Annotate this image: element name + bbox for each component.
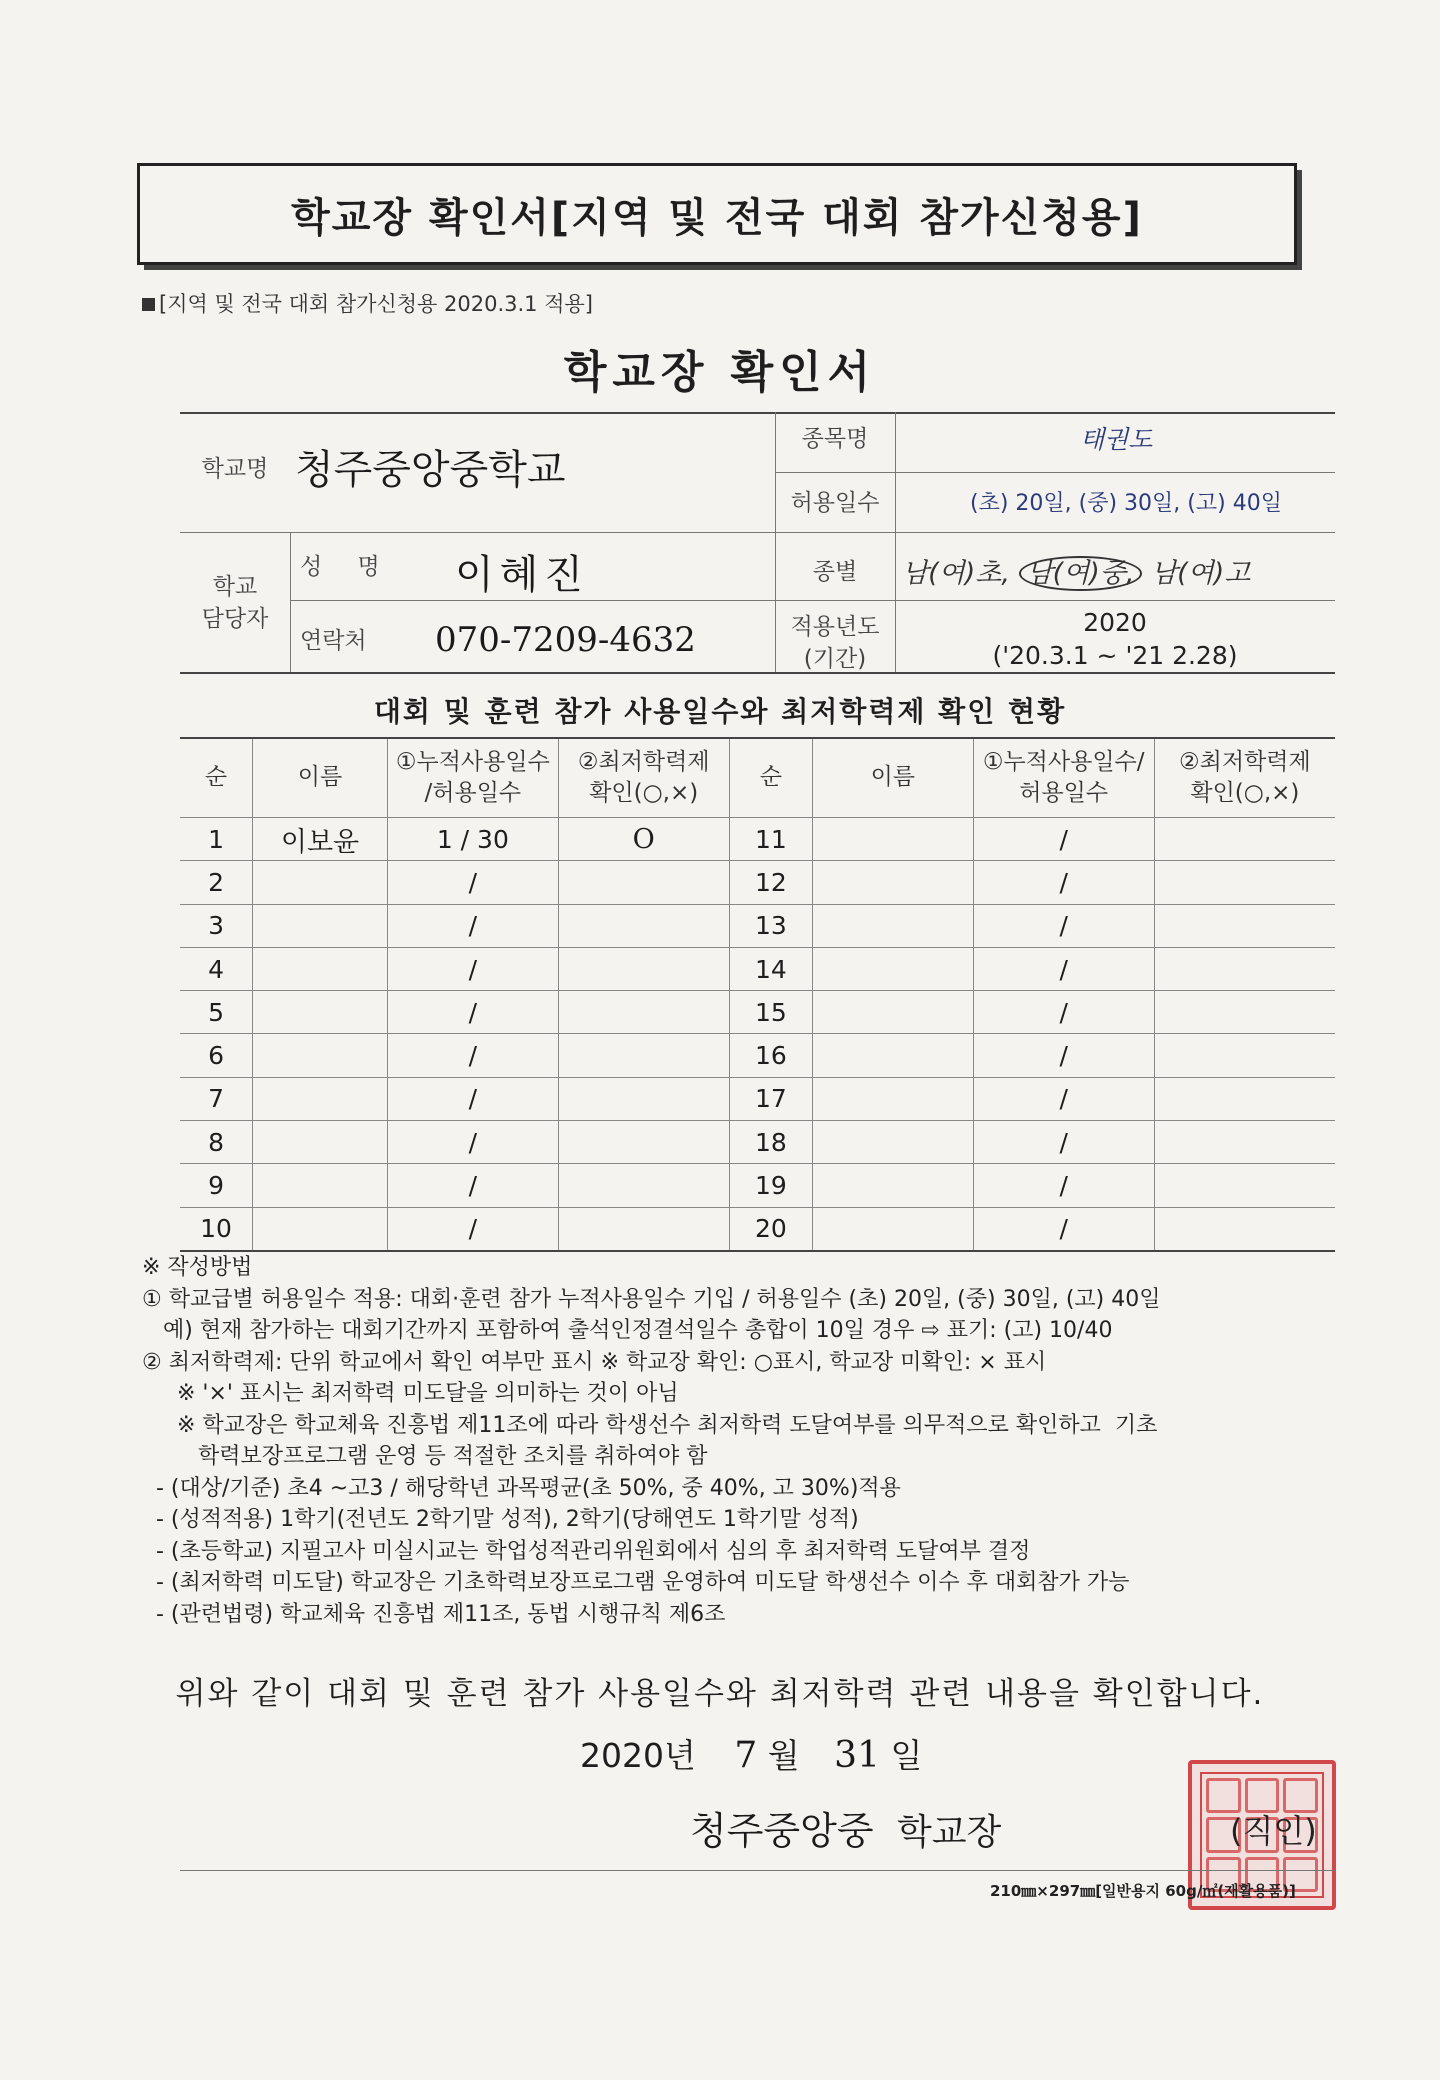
row-check-right xyxy=(1154,818,1335,861)
table-row xyxy=(180,1164,1335,1207)
header-days-left-1: ①누적사용일수 xyxy=(395,748,550,775)
instruction-line: ※ 학교장은 학교체육 진흥법 제11조에 따라 학생선수 최저학력 도달여부를 의무적으로 확인하고 기초 xyxy=(142,1412,1158,1438)
row-num-right: 15 xyxy=(729,991,812,1034)
header-days-right-1: ①누적사용일수/ xyxy=(982,748,1145,775)
instruction-line: - (대상/기준) 초4 ~고3 / 해당학년 과목평균(초 50%, 중 40%, 고 30%)적용 xyxy=(142,1475,901,1501)
gender-label: 종별 xyxy=(812,559,858,585)
year-value: 2020 xyxy=(1083,608,1147,637)
row-name-left xyxy=(253,991,388,1034)
gender-high: 남(여)고 xyxy=(1151,558,1251,589)
row-days-right: / xyxy=(973,1077,1154,1120)
row-days-left: / xyxy=(387,947,558,990)
header-check-left-2: 확인(○,×) xyxy=(589,780,699,806)
row-check-right xyxy=(1154,947,1335,990)
row-name-right xyxy=(813,1121,974,1164)
header-name-left: 이름 xyxy=(253,738,388,818)
header-check-right xyxy=(1154,738,1335,818)
row-num-right: 16 xyxy=(729,1034,812,1077)
row-check-left xyxy=(558,1077,729,1120)
period-value: ('20.3.1 ~ '21 2.28) xyxy=(992,641,1238,670)
row-num-right: 13 xyxy=(729,904,812,947)
table-row xyxy=(180,818,1335,861)
row-name-left xyxy=(253,1034,388,1077)
seal-label: (직인) xyxy=(1230,1812,1317,1850)
row-check-right xyxy=(1154,1164,1335,1207)
header-title-box xyxy=(137,163,1297,265)
row-check-right xyxy=(1154,1121,1335,1164)
row-check-left xyxy=(558,1034,729,1077)
row-name-left: 이보윤 xyxy=(253,818,388,861)
row-check-right xyxy=(1154,904,1335,947)
row-name-right xyxy=(813,1164,974,1207)
instruction-line: ※ '×' 표시는 최저학력 미도달을 의미하는 것이 아님 xyxy=(142,1381,679,1406)
row-name-right xyxy=(813,991,974,1034)
signature-role: 학교장 xyxy=(897,1812,1002,1853)
header-days-right-2: 허용일수 xyxy=(1019,780,1109,806)
header-name-right: 이름 xyxy=(813,738,974,818)
row-days-right: / xyxy=(973,861,1154,904)
header-title: 학교장 확인서[지역 및 전국 대회 참가신청용] xyxy=(291,194,1143,241)
row-check-right xyxy=(1154,861,1335,904)
paper-size: 210㎜×297㎜[일반용지 60g/㎡(재활용품)] xyxy=(990,1882,1296,1900)
row-name-left xyxy=(253,1207,388,1251)
row-name-left xyxy=(253,1121,388,1164)
row-num-right: 11 xyxy=(729,818,812,861)
gender-middle-circled: 남(여)중, xyxy=(1019,556,1143,591)
name-value: 이혜진 xyxy=(455,552,589,598)
table-row xyxy=(180,1207,1335,1251)
allowed-label: 허용일수 xyxy=(790,490,880,516)
row-days-right: / xyxy=(973,1164,1154,1207)
row-days-left: / xyxy=(387,1034,558,1077)
row-num-left: 7 xyxy=(180,1077,253,1120)
header-check-right-2: 확인(○,×) xyxy=(1190,780,1300,806)
row-num-right: 20 xyxy=(729,1207,812,1251)
row-name-left xyxy=(253,904,388,947)
date-month-unit: 월 xyxy=(767,1736,800,1775)
row-num-left: 6 xyxy=(180,1034,253,1077)
date-day-unit: 일 xyxy=(890,1736,923,1775)
date-year: 2020년 xyxy=(580,1736,696,1775)
table-row xyxy=(180,947,1335,990)
school-label: 학교명 xyxy=(201,456,269,482)
row-name-left xyxy=(253,1164,388,1207)
signature-school: 청주중앙중 xyxy=(690,1809,874,1853)
instruction-line: ② 최저학력제: 단위 학교에서 확인 여부만 표시 ※ 학교장 확인: ○표시, 학교장 미확인: × 표시 xyxy=(142,1349,1047,1375)
row-check-left xyxy=(558,991,729,1034)
row-num-right: 12 xyxy=(729,861,812,904)
date-day: 31 xyxy=(834,1735,880,1776)
row-num-right: 17 xyxy=(729,1077,812,1120)
row-days-right: / xyxy=(973,1207,1154,1251)
contact-label: 연락처 xyxy=(300,628,367,654)
row-check-left xyxy=(558,1121,729,1164)
row-days-left: / xyxy=(387,991,558,1034)
instruction-line: 학력보장프로그램 운영 등 적절한 조치를 취하여야 함 xyxy=(142,1444,708,1469)
date-month: 7 xyxy=(734,1735,758,1776)
school-value: 청주중앙중학교 xyxy=(295,447,566,493)
table-header-row xyxy=(180,738,1335,818)
row-name-left xyxy=(253,1077,388,1120)
row-name-right xyxy=(813,947,974,990)
row-days-right: / xyxy=(973,1034,1154,1077)
instruction-line: - (초등학교) 지필고사 미실시교는 학업성적관리위원회에서 심의 후 최저학력 도달여부 결정 xyxy=(142,1538,1031,1564)
form-tag xyxy=(142,288,593,318)
row-days-right: / xyxy=(973,991,1154,1034)
row-name-right xyxy=(813,904,974,947)
form-tag-text: [지역 및 전국 대회 참가신청용 2020.3.1 적용] xyxy=(159,292,593,316)
row-check-left: O xyxy=(558,818,729,861)
row-num-left: 5 xyxy=(180,991,253,1034)
row-days-left: / xyxy=(387,861,558,904)
header-days-right xyxy=(973,738,1154,818)
row-days-left: / xyxy=(387,1077,558,1120)
instruction-line: - (관련법령) 학교체육 진흥법 제11조, 동법 시행규칙 제6조 xyxy=(142,1601,726,1627)
manager-label-1: 학교 xyxy=(212,574,258,600)
row-days-left: / xyxy=(387,904,558,947)
row-check-right xyxy=(1154,1034,1335,1077)
event-label: 종목명 xyxy=(801,426,869,452)
row-num-left: 10 xyxy=(180,1207,253,1251)
instructions xyxy=(142,1252,1352,1630)
table-row xyxy=(180,1121,1335,1164)
table-row xyxy=(180,904,1335,947)
row-check-left xyxy=(558,1207,729,1251)
instruction-line: - (최저학력 미도달) 학교장은 기초학력보장프로그램 운영하여 미도달 학생선수 이수 후 대회참가 가능 xyxy=(142,1570,1130,1595)
manager-label-2: 담당자 xyxy=(201,606,269,632)
instruction-line: - (성적적용) 1학기(전년도 2학기말 성적), 2학기(당해연도 1학기말 성적) xyxy=(142,1507,859,1532)
usage-table xyxy=(180,737,1335,1252)
row-num-left: 2 xyxy=(180,861,253,904)
gender-elementary: 남(여)초, xyxy=(902,558,1010,589)
row-name-right xyxy=(813,1034,974,1077)
row-days-left: / xyxy=(387,1164,558,1207)
info-bottom-line xyxy=(180,672,1335,674)
row-days-left: / xyxy=(387,1121,558,1164)
year-label-2: (기간) xyxy=(803,646,867,672)
row-days-right: / xyxy=(973,818,1154,861)
name-label: 성 명 xyxy=(300,554,394,580)
row-num-right: 18 xyxy=(729,1121,812,1164)
section-title: 대회 및 훈련 참가 사용일수와 최저학력제 확인 현황 xyxy=(373,695,1067,728)
row-days-left: 1 / 30 xyxy=(387,818,558,861)
footer-line xyxy=(180,1870,1335,1871)
table-row xyxy=(180,861,1335,904)
header-check-right-1: ②최저학력제 xyxy=(1179,748,1311,775)
year-label-1: 적용년도 xyxy=(790,614,880,640)
confirm-statement: 위와 같이 대회 및 훈련 참가 사용일수와 최저학력 관련 내용을 확인합니다. xyxy=(175,1676,1265,1712)
header-check-left xyxy=(558,738,729,818)
row-num-left: 4 xyxy=(180,947,253,990)
row-check-left xyxy=(558,1164,729,1207)
row-name-left xyxy=(253,861,388,904)
info-top-line xyxy=(180,412,1335,414)
signature-line xyxy=(690,1800,1001,1855)
info-divider-manager xyxy=(290,532,291,672)
info-line-event xyxy=(775,472,1335,473)
row-days-left: / xyxy=(387,1207,558,1251)
row-check-right xyxy=(1154,1207,1335,1251)
header-days-left-2: /허용일수 xyxy=(424,780,522,806)
allowed-value: (초) 20일, (중) 30일, (고) 40일 xyxy=(970,491,1282,516)
row-days-right: / xyxy=(973,1121,1154,1164)
info-line-school xyxy=(180,532,1335,533)
row-num-left: 3 xyxy=(180,904,253,947)
event-value: 태권도 xyxy=(1080,425,1153,454)
row-check-right xyxy=(1154,991,1335,1034)
row-check-left xyxy=(558,947,729,990)
main-title: 학교장 확인서 xyxy=(563,347,877,398)
row-name-right xyxy=(813,818,974,861)
info-line-name xyxy=(290,600,1335,601)
table-row xyxy=(180,1034,1335,1077)
signing-date xyxy=(580,1730,922,1777)
row-num-left: 8 xyxy=(180,1121,253,1164)
row-name-right xyxy=(813,861,974,904)
row-num-right: 19 xyxy=(729,1164,812,1207)
row-num-right: 14 xyxy=(729,947,812,990)
gender-values xyxy=(902,551,1250,590)
row-num-left: 1 xyxy=(180,818,253,861)
header-days-left xyxy=(387,738,558,818)
row-check-left xyxy=(558,904,729,947)
instruction-line: ① 학교급별 허용일수 적용: 대회·훈련 참가 누적사용일수 기입 / 허용일수 (초) 20일, (중) 30일, (고) 40일 xyxy=(142,1286,1161,1312)
contact-value: 070-7209-4632 xyxy=(435,620,696,660)
table-row xyxy=(180,1077,1335,1120)
instruction-line: ※ 작성방법 xyxy=(142,1255,253,1280)
square-bullet-icon xyxy=(142,298,155,311)
header-num-left: 순 xyxy=(180,738,253,818)
header-check-left-1: ②최저학력제 xyxy=(577,748,710,775)
row-check-right xyxy=(1154,1077,1335,1120)
header-num-right: 순 xyxy=(729,738,812,818)
row-days-right: / xyxy=(973,904,1154,947)
row-name-right xyxy=(813,1077,974,1120)
row-name-right xyxy=(813,1207,974,1251)
row-check-left xyxy=(558,861,729,904)
table-row xyxy=(180,991,1335,1034)
row-num-left: 9 xyxy=(180,1164,253,1207)
instruction-line: 예) 현재 참가하는 대회기간까지 포함하여 출석인정결석일수 총합이 10일 경우 ⇨ 표기: (고) 10/40 xyxy=(142,1318,1113,1343)
row-days-right: / xyxy=(973,947,1154,990)
row-name-left xyxy=(253,947,388,990)
